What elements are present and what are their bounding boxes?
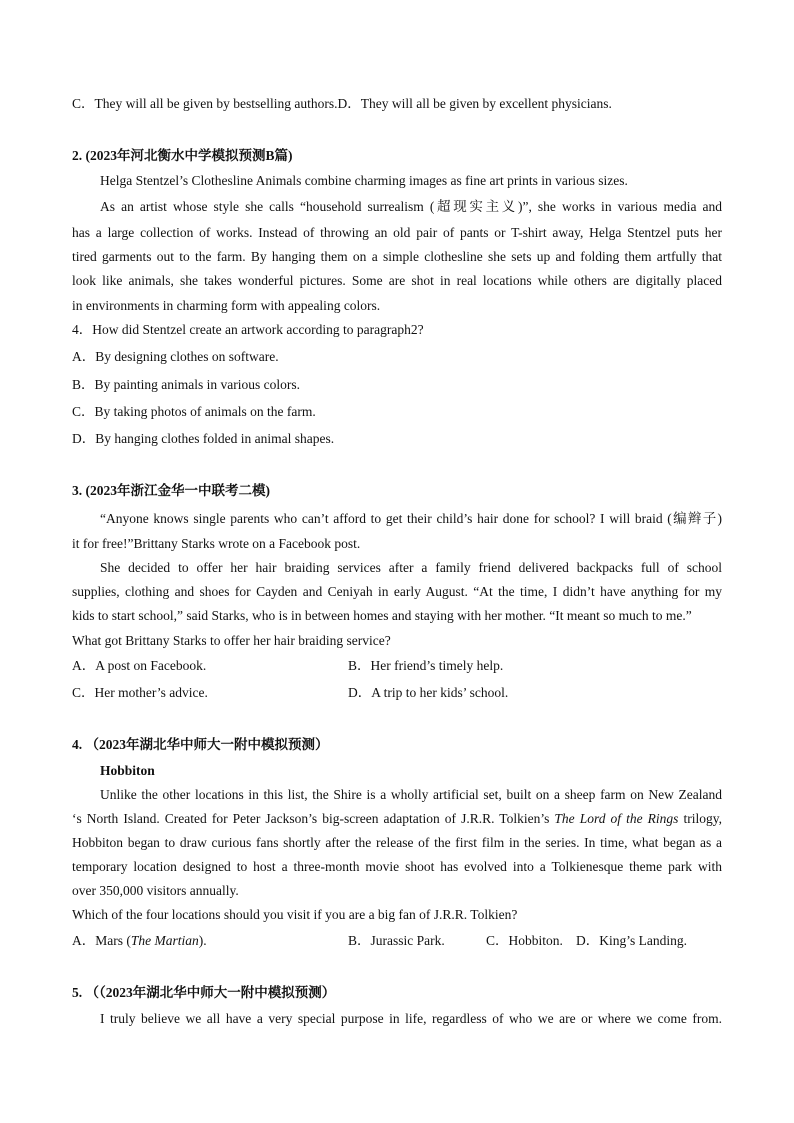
q3-question: What got Brittany Starks to offer her hair braiding service?: [72, 633, 391, 648]
q4-heading: 4. （2023年湖北华中师大一附中模拟预测）: [72, 737, 329, 752]
q3-para2-line1: She decided to offer her hair braiding services after a family friend delivered backpacks full of school: [100, 560, 722, 575]
q1-options-cd: [72, 95, 612, 113]
q4-option-a: [72, 932, 207, 950]
q2-option-b: B．By painting animals in various colors.: [72, 377, 300, 392]
q4-option-b: B．Jurassic Park.: [348, 933, 445, 948]
q4-option-a-pre: A．Mars (: [72, 933, 131, 948]
q2-para2-line2: has a large collection of works. Instead of throwing an old pair of pants or T-shirt away, Helga Stentzel puts her: [72, 225, 722, 240]
q2-option-c: C．By taking photos of animals on the farm.: [72, 404, 316, 419]
q1-option-d: D．They will all be given by excellent physicians.: [337, 96, 612, 111]
q2-question: 4．How did Stentzel create an artwork according to paragraph2?: [72, 322, 424, 337]
q3-option-c: C．Her mother’s advice.: [72, 685, 208, 700]
q2-option-d: D．By hanging clothes folded in animal shapes.: [72, 431, 335, 446]
q2-option-a: A．By designing clothes on software.: [72, 349, 279, 364]
q3-para2-line2: supplies, clothing and shoes for Cayden and Ceniyah in early August. “At the time, I didn’t have anything for my: [72, 584, 722, 599]
q4-line2-post: trilogy,: [678, 811, 722, 826]
q2-para2-line3: tired garments out to the farm. By hanging them on a simple clothesline she sets up and folding them artfully that: [72, 249, 722, 264]
q4-line2: [72, 810, 722, 828]
q3-option-b: B．Her friend’s timely help.: [348, 658, 504, 673]
q4-line1: Unlike the other locations in this list, the Shire is a wholly artificial set, built on a sheep farm on New Zealand: [100, 787, 722, 802]
q2-para1: Helga Stentzel’s Clothesline Animals combine charming images as fine art prints in various sizes.: [100, 173, 628, 188]
q3-para1-line2: it for free!”Brittany Starks wrote on a Facebook post.: [72, 536, 361, 551]
q2-para2-line5: in environments in charming form with appealing colors.: [72, 298, 381, 313]
q3-para1-line1: “Anyone knows single parents who can’t afford to get their child’s hair done for school? I will braid (编辫子): [100, 511, 722, 526]
q4-option-a-title: The Martian: [130, 933, 199, 948]
q4-line5: over 350,000 visitors annually.: [72, 883, 239, 898]
q4-line4: temporary location designed to host a three-month movie shoot has evolved into a Tolkienesque theme park with: [72, 859, 722, 874]
q3-option-d: D．A trip to her kids’ school.: [348, 685, 509, 700]
q2-heading: 2. (2023年河北衡水中学模拟预测B篇): [72, 148, 293, 163]
q4-question: Which of the four locations should you visit if you are a big fan of J.R.R. Tolkien?: [72, 907, 518, 922]
q5-line1: I truly believe we all have a very special purpose in life, regardless of who we are or where we come from.: [100, 1011, 722, 1026]
q4-line2-pre: ‘s North Island. Created for Peter Jackson’s big-screen adaptation of J.R.R. Tolkien’s: [72, 811, 555, 826]
q3-option-a: A．A post on Facebook.: [72, 658, 207, 673]
q3-heading: 3. (2023年浙江金华一中联考二模): [72, 483, 270, 498]
q4-option-a-post: ).: [198, 933, 207, 948]
q4-option-d: D．King’s Landing.: [576, 933, 687, 948]
q4-line3: Hobbiton began to draw curious fans shortly after the release of the first film in the series. In time, what began as a: [72, 835, 722, 850]
q5-heading: 5. （（2023年湖北华中师大一附中模拟预测）: [72, 985, 336, 1000]
q1-option-c: C．They will all be given by bestselling authors.: [72, 96, 338, 111]
q4-book-title: The Lord of the Rings: [554, 811, 679, 826]
q2-para2-line1: As an artist whose style she calls “household surrealism (超现实主义)”, she works in various media and: [100, 199, 722, 214]
q4-option-c: C．Hobbiton.: [486, 933, 563, 948]
q2-para2-line4: look like animals, she takes wonderful pictures. Some are shot in real locations while others are digitally placed: [72, 273, 722, 288]
q4-subtitle: Hobbiton: [100, 763, 155, 778]
q3-para2-line3: kids to start school,” said Starks, who is in between homes and staying with her mother. “It meant so much to me.”: [72, 608, 692, 623]
